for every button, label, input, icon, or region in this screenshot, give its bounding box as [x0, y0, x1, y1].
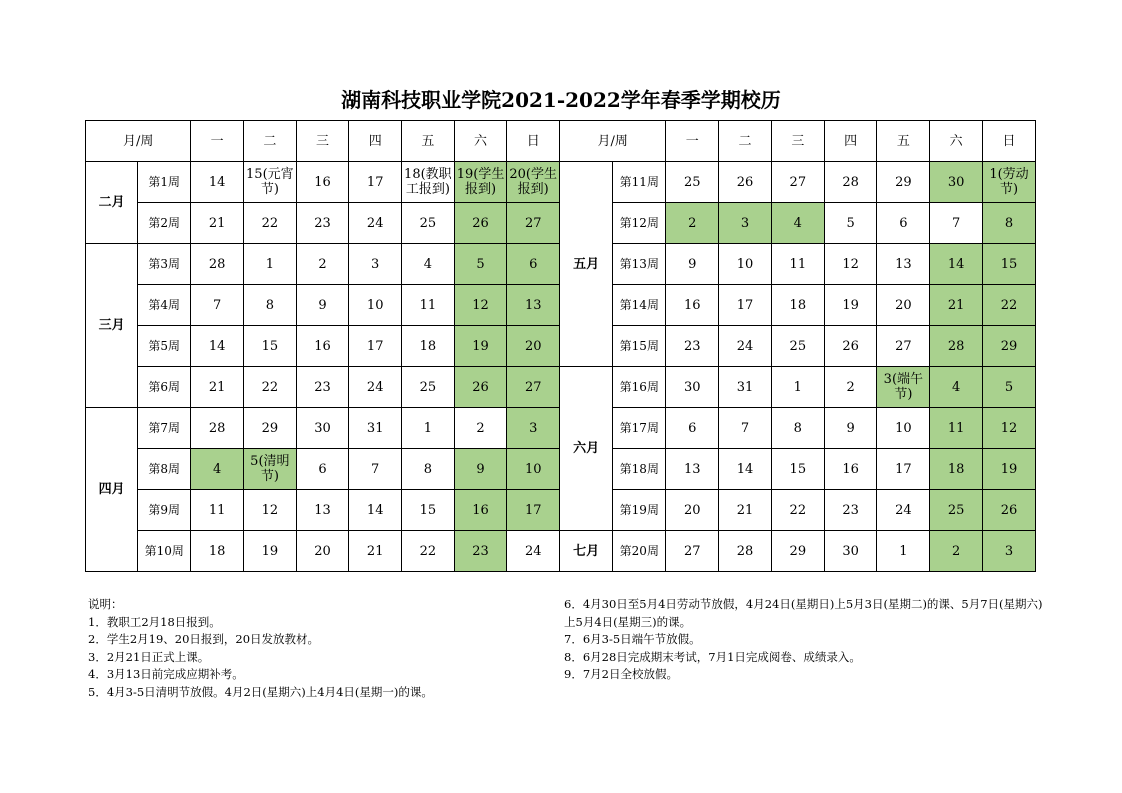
day-cell: 30 [824, 531, 877, 572]
week-label: 第15周 [613, 326, 666, 367]
day-cell: 6 [877, 203, 930, 244]
day-cell: 1 [771, 367, 824, 408]
day-cell: 23 [666, 326, 719, 367]
week-label: 第16周 [613, 367, 666, 408]
day-cell: 2 [930, 531, 983, 572]
day-cell: 25 [771, 326, 824, 367]
note-item: 6．4月30日至5月4日劳动节放假，4月24日(星期日)上5月3日(星期二)的课、5月7日(星期六)上5月4日(星期三)的课。 [564, 597, 1043, 629]
week-row [86, 531, 1036, 572]
day-cell: 12 [824, 244, 877, 285]
day-cell: 25 [402, 367, 455, 408]
week-label: 第11周 [613, 162, 666, 203]
day-cell: 19 [244, 531, 297, 572]
day-cell: 25 [402, 203, 455, 244]
day-cell: 21 [191, 203, 244, 244]
day-cell: 21 [349, 531, 402, 572]
day-cell: 15(元宵节) [244, 162, 297, 203]
day-cell: 28 [191, 408, 244, 449]
day-header-thu-right: 四 [824, 121, 877, 162]
day-cell: 24 [719, 326, 772, 367]
day-cell: 14 [191, 326, 244, 367]
day-cell: 13 [507, 285, 560, 326]
notes-heading: 说明： [88, 597, 123, 611]
day-cell: 9 [666, 244, 719, 285]
day-cell: 8 [983, 203, 1036, 244]
day-cell: 18 [771, 285, 824, 326]
day-cell: 14 [349, 490, 402, 531]
day-cell: 3 [983, 531, 1036, 572]
day-cell: 3 [349, 244, 402, 285]
week-label: 第20周 [613, 531, 666, 572]
day-cell: 16 [296, 162, 349, 203]
day-cell: 19(学生报到) [454, 162, 507, 203]
day-cell: 7 [930, 203, 983, 244]
day-cell: 4 [402, 244, 455, 285]
day-cell: 16 [824, 449, 877, 490]
day-cell: 19 [454, 326, 507, 367]
day-cell: 2 [824, 367, 877, 408]
month-week-header-right: 月/周 [560, 121, 666, 162]
note-item: 2．学生2月19、20日报到，20日发放教材。 [88, 632, 320, 646]
day-cell: 22 [244, 203, 297, 244]
week-label: 第19周 [613, 490, 666, 531]
day-cell: 27 [507, 367, 560, 408]
day-cell: 28 [930, 326, 983, 367]
day-cell: 30 [666, 367, 719, 408]
note-item: 4．3月13日前完成应期补考。 [88, 667, 244, 681]
week-row [86, 162, 1036, 203]
day-cell: 7 [719, 408, 772, 449]
day-cell: 22 [402, 531, 455, 572]
day-header-sun-right: 日 [983, 121, 1036, 162]
day-cell: 10 [349, 285, 402, 326]
day-header-tue-right: 二 [719, 121, 772, 162]
day-cell: 20 [877, 285, 930, 326]
week-label: 第9周 [138, 490, 191, 531]
day-cell: 20 [666, 490, 719, 531]
day-cell: 16 [666, 285, 719, 326]
day-cell: 3(端午节) [877, 367, 930, 408]
day-cell: 22 [983, 285, 1036, 326]
notes-right [564, 596, 1044, 684]
day-cell: 3 [719, 203, 772, 244]
week-label: 第3周 [138, 244, 191, 285]
day-cell: 4 [930, 367, 983, 408]
day-cell: 15 [244, 326, 297, 367]
note-item: 5．4月3-5日清明节放假。4月2日(星期六)上4月4日(星期一)的课。 [88, 684, 433, 699]
day-cell: 30 [930, 162, 983, 203]
day-cell: 11 [402, 285, 455, 326]
day-cell: 17 [349, 162, 402, 203]
day-cell: 20(学生报到) [507, 162, 560, 203]
day-header-mon-right: 一 [666, 121, 719, 162]
week-label: 第13周 [613, 244, 666, 285]
day-cell: 29 [244, 408, 297, 449]
day-cell: 28 [824, 162, 877, 203]
month-label-may: 五月 [560, 162, 613, 367]
day-cell: 25 [666, 162, 719, 203]
day-cell: 23 [296, 203, 349, 244]
day-cell: 16 [454, 490, 507, 531]
day-header-wed: 三 [296, 121, 349, 162]
day-cell: 4 [191, 449, 244, 490]
day-cell: 5 [454, 244, 507, 285]
day-cell: 23 [824, 490, 877, 531]
day-cell: 8 [771, 408, 824, 449]
note-item: 3．2月21日正式上课。 [88, 649, 210, 664]
day-header-tue: 二 [244, 121, 297, 162]
calendar-table [85, 120, 1036, 572]
day-header-sun: 日 [507, 121, 560, 162]
day-cell: 2 [296, 244, 349, 285]
week-label: 第14周 [613, 285, 666, 326]
day-cell: 2 [666, 203, 719, 244]
day-cell: 9 [296, 285, 349, 326]
notes-left [88, 596, 433, 701]
day-cell: 18 [191, 531, 244, 572]
day-cell: 26 [983, 490, 1036, 531]
week-label: 第2周 [138, 203, 191, 244]
day-cell: 10 [719, 244, 772, 285]
day-cell: 21 [719, 490, 772, 531]
day-header-sat-right: 六 [930, 121, 983, 162]
day-cell: 9 [454, 449, 507, 490]
week-label: 第6周 [138, 367, 191, 408]
day-cell: 22 [244, 367, 297, 408]
day-cell: 24 [507, 531, 560, 572]
day-cell: 15 [771, 449, 824, 490]
day-cell: 29 [983, 326, 1036, 367]
day-cell: 10 [877, 408, 930, 449]
day-cell: 23 [296, 367, 349, 408]
day-header-sat: 六 [454, 121, 507, 162]
day-cell: 26 [454, 203, 507, 244]
day-cell: 23 [454, 531, 507, 572]
day-cell: 31 [349, 408, 402, 449]
day-cell: 30 [296, 408, 349, 449]
day-header-thu: 四 [349, 121, 402, 162]
day-cell: 26 [824, 326, 877, 367]
day-cell: 13 [296, 490, 349, 531]
day-cell: 14 [930, 244, 983, 285]
note-item: 7．6月3-5日端午节放假。 [564, 632, 701, 646]
day-cell: 6 [507, 244, 560, 285]
day-cell: 18 [402, 326, 455, 367]
day-cell: 21 [191, 367, 244, 408]
month-label-jun: 六月 [560, 367, 613, 531]
day-cell: 27 [507, 203, 560, 244]
day-cell: 20 [296, 531, 349, 572]
day-cell: 7 [191, 285, 244, 326]
day-cell: 8 [244, 285, 297, 326]
month-label-feb: 二月 [86, 162, 138, 244]
week-label: 第8周 [138, 449, 191, 490]
day-cell: 5(清明节) [244, 449, 297, 490]
day-cell: 11 [930, 408, 983, 449]
day-cell: 17 [877, 449, 930, 490]
month-label-jul: 七月 [560, 531, 613, 572]
day-cell: 15 [402, 490, 455, 531]
week-label: 第4周 [138, 285, 191, 326]
note-item: 8．6月28日完成期末考试，7月1日完成阅卷、成绩录入。 [564, 649, 861, 664]
day-cell: 11 [191, 490, 244, 531]
day-cell: 12 [454, 285, 507, 326]
day-cell: 28 [191, 244, 244, 285]
day-cell: 19 [824, 285, 877, 326]
day-cell: 28 [719, 531, 772, 572]
day-cell: 29 [877, 162, 930, 203]
week-label: 第10周 [138, 531, 191, 572]
day-cell: 1(劳动节) [983, 162, 1036, 203]
week-label: 第17周 [613, 408, 666, 449]
header-row [86, 121, 1036, 162]
day-cell: 5 [824, 203, 877, 244]
week-label: 第7周 [138, 408, 191, 449]
day-cell: 15 [983, 244, 1036, 285]
day-cell: 4 [771, 203, 824, 244]
day-cell: 2 [454, 408, 507, 449]
week-label: 第18周 [613, 449, 666, 490]
month-label-mar: 三月 [86, 244, 138, 408]
day-cell: 20 [507, 326, 560, 367]
day-cell: 31 [719, 367, 772, 408]
day-cell: 25 [930, 490, 983, 531]
day-header-fri: 五 [402, 121, 455, 162]
day-header-wed-right: 三 [771, 121, 824, 162]
day-cell: 12 [983, 408, 1036, 449]
note-item: 9．7月2日全校放假。 [564, 667, 678, 681]
day-cell: 1 [877, 531, 930, 572]
calendar-body [86, 121, 1036, 572]
day-cell: 17 [507, 490, 560, 531]
week-label: 第1周 [138, 162, 191, 203]
day-cell: 13 [666, 449, 719, 490]
day-cell: 9 [824, 408, 877, 449]
month-label-apr: 四月 [86, 408, 138, 572]
day-cell: 19 [983, 449, 1036, 490]
day-cell: 1 [244, 244, 297, 285]
day-cell: 14 [719, 449, 772, 490]
day-cell: 24 [349, 367, 402, 408]
day-cell: 18(教职工报到) [402, 162, 455, 203]
week-label: 第12周 [613, 203, 666, 244]
day-cell: 3 [507, 408, 560, 449]
day-cell: 27 [771, 162, 824, 203]
day-cell: 26 [454, 367, 507, 408]
day-cell: 26 [719, 162, 772, 203]
day-cell: 22 [771, 490, 824, 531]
day-cell: 11 [771, 244, 824, 285]
week-row [86, 367, 1036, 408]
day-header-fri-right: 五 [877, 121, 930, 162]
day-cell: 1 [402, 408, 455, 449]
day-cell: 14 [191, 162, 244, 203]
note-item: 1．教职工2月18日报到。 [88, 614, 221, 629]
day-cell: 21 [930, 285, 983, 326]
day-cell: 16 [296, 326, 349, 367]
day-cell: 6 [296, 449, 349, 490]
calendar-title: 湖南科技职业学院2021-2022学年春季学期校历 [341, 88, 781, 112]
day-cell: 18 [930, 449, 983, 490]
day-cell: 24 [349, 203, 402, 244]
month-week-header: 月/周 [86, 121, 191, 162]
day-cell: 24 [877, 490, 930, 531]
day-cell: 7 [349, 449, 402, 490]
day-cell: 6 [666, 408, 719, 449]
day-cell: 29 [771, 531, 824, 572]
day-cell: 17 [719, 285, 772, 326]
day-cell: 27 [877, 326, 930, 367]
day-cell: 13 [877, 244, 930, 285]
day-cell: 27 [666, 531, 719, 572]
day-header-mon: 一 [191, 121, 244, 162]
day-cell: 12 [244, 490, 297, 531]
day-cell: 8 [402, 449, 455, 490]
week-label: 第5周 [138, 326, 191, 367]
day-cell: 5 [983, 367, 1036, 408]
day-cell: 10 [507, 449, 560, 490]
day-cell: 17 [349, 326, 402, 367]
